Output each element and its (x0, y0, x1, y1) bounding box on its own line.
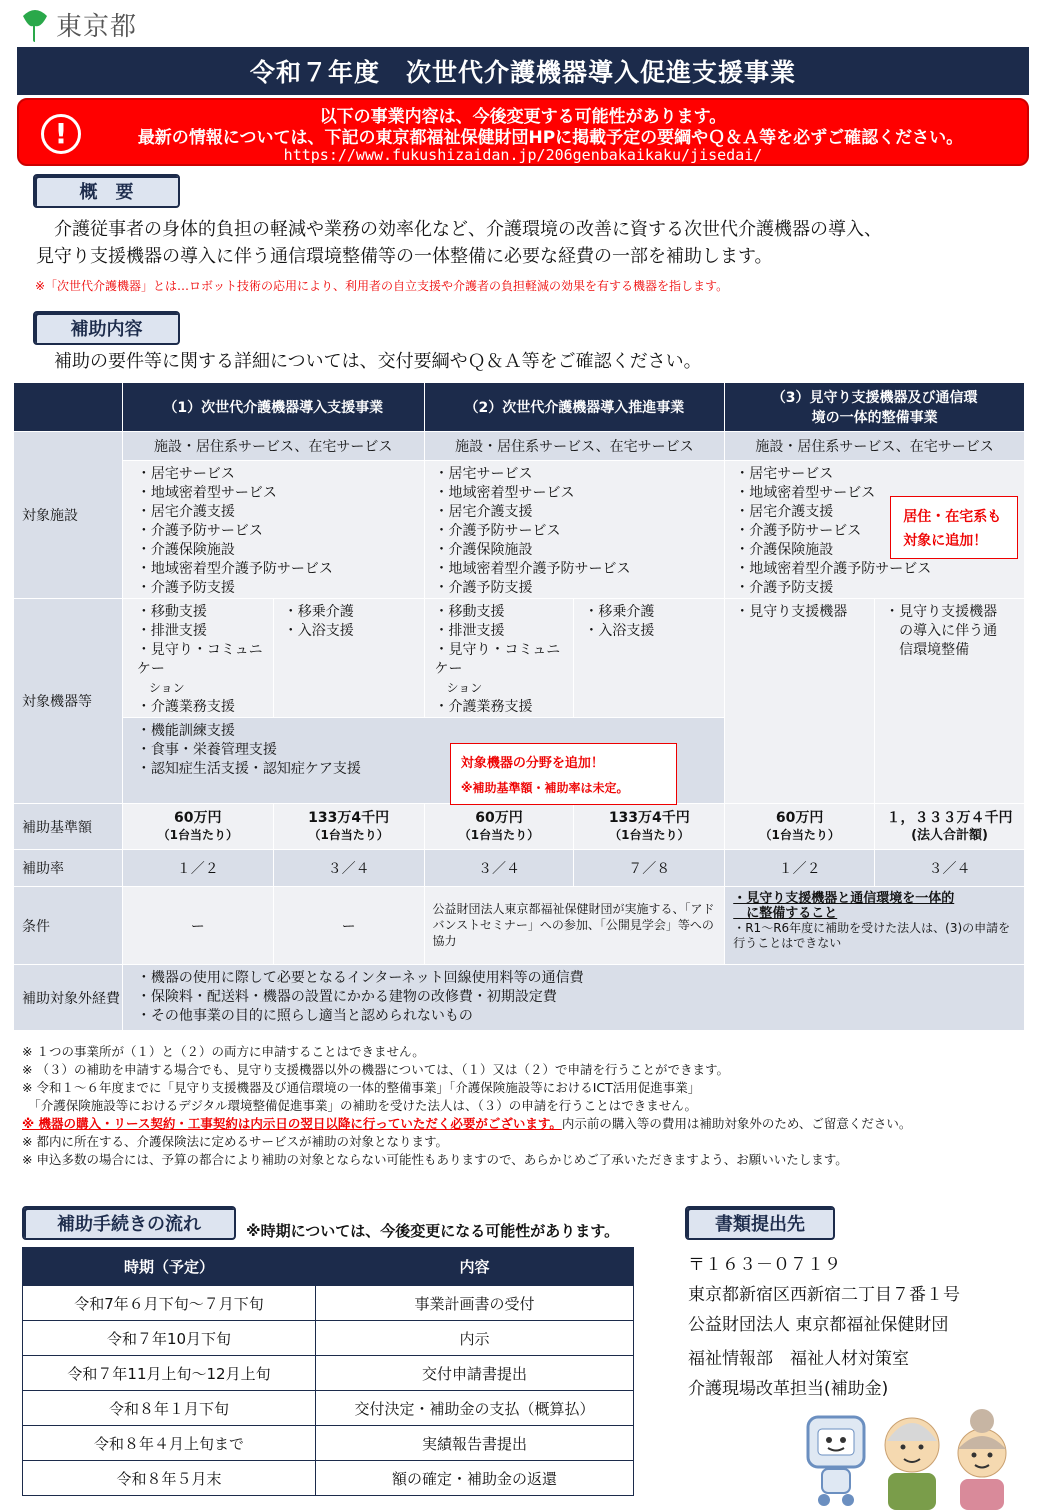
device-added-badge: 対象機器の分野を追加！ ※補助基準額・補助率は未定。 (450, 743, 677, 805)
overview-heading: 概 要 (33, 174, 180, 208)
flow-heading: 補助手続きの流れ (22, 1206, 236, 1240)
rate-1: １／２ (122, 850, 273, 887)
subsidy-heading: 補助内容 (33, 311, 180, 345)
logo (20, 6, 137, 42)
notice-banner (17, 98, 1029, 166)
base-3: 60万円 （1台当たり） (424, 804, 574, 850)
device-list-2b: ・移乗介護 ・入浴支援 (574, 599, 725, 718)
base-2: 133万4千円 （1台当たり） (273, 804, 424, 850)
col-header-2: （2）次世代介護機器導入推進事業 (424, 383, 725, 432)
submit-address: 〒１６３－０７１９ 東京都新宿区西新宿二丁目７番１号 公益財団法人 東京都福祉保健財団 福祉情報部 福祉人材対策室 介護現場改革担当(補助金) (688, 1255, 960, 1399)
row-label-rate: 補助率 (14, 850, 123, 887)
base-6: １，３３３万４千円 (法人合計額) (875, 804, 1025, 850)
notice-line1: 以下の事業内容は、今後変更する可能性があります。 (319, 107, 727, 127)
rate-5: １／２ (725, 850, 875, 887)
base-5: 60万円 （1台当たり） (725, 804, 875, 850)
table-corner (14, 383, 123, 432)
device-3b: ・見守り支援機器 の導入に伴う通 信環境整備 (875, 599, 1025, 804)
robot-and-elderly-illustration (800, 1405, 1030, 1510)
service-type-3: 施設・居住系サービス、在宅サービス (725, 432, 1025, 461)
device-added-list: ・機能訓練支援 ・食事・栄養管理支援 ・認知症生活支援・認知症ケア支援 対象機器の分野を追加！ ※補助基準額・補助率は未定。 (122, 718, 724, 804)
device-list-2a: ・移動支援 ・排泄支援 ・見守り・コミュニケー ション ・介護業務支援 (424, 599, 574, 718)
submit-heading: 書類提出先 (685, 1206, 835, 1240)
subsidy-intro: 補助の要件等に関する詳細については、交付要綱やＱ＆Ａ等をご確認ください。 (36, 351, 702, 372)
overview-text-2: 見守り支援機器の導入に伴う通信環境整備等の一体整備に必要な経費の一部を補助します。 (36, 246, 773, 267)
table-row: 令和７年11月上旬～12月上旬 交付申請書提出 (23, 1356, 634, 1391)
tokyo-logo-icon (20, 6, 50, 42)
base-1: 60万円 （1台当たり） (122, 804, 273, 850)
notice-url[interactable]: https://www.fukushizaidan.jp/206genbakaikaku/jisedai/ (283, 146, 763, 164)
service-type-1: 施設・居住系サービス、在宅サービス (122, 432, 424, 461)
device-list-1a: ・移動支援 ・排泄支援 ・見守り・コミュニケー ション ・介護業務支援 (122, 599, 273, 718)
subsidy-table (13, 382, 1025, 1031)
table-row: 令和８年１月下旬 交付決定・補助金の支払（概算払） (23, 1391, 634, 1426)
cond-1b: ー (273, 887, 424, 965)
col-header-3: （3）見守り支援機器及び通信環境の一体的整備事業 (725, 383, 1025, 432)
device-3a: ・見守り支援機器 (725, 599, 875, 804)
page-title: 令和７年度 次世代介護機器導入促進支援事業 (17, 47, 1029, 95)
excluded-costs: ・機器の使用に際して必要となるインターネット回線使用料等の通信費 ・保険料・配送料・機器の設置にかかる建物の改修費・初期設定費 ・その他事業の目的に照らし適当と認められないもの (122, 965, 1024, 1031)
rate-6: ３／４ (875, 850, 1025, 887)
row-label-cond: 条件 (14, 887, 123, 965)
exclamation-icon: ! (41, 114, 81, 154)
row-label-device: 対象機器等 (14, 599, 123, 804)
device-list-1b: ・移乗介護 ・入浴支援 (273, 599, 424, 718)
flow-header-content: 内容 (316, 1248, 634, 1286)
flow-header-period: 時期（予定） (23, 1248, 316, 1286)
notes: ※ １つの事業所が（１）と（２）の両方に申請することはできません。 ※ （３）の補助を申請する場合でも、見守り支援機器以外の機器については、（１）又は（２）で申請を行うことができます。 ※ 令和１～６年度までに「見守り支援機器及び通信環境の一体的整備事業」「介護保険施設等におけるICT活用促進事業」 「介護保険施設等におけるデジタル環境整備促進事業」の補助を受けた法人は、（３）の申請を行うことはできません。 ※ 機器の購入・リース契約・工事契約は内示日の翌日以降に行っていただく必要がございます。内示前の購入等の費用は補助対象外のため、ご留意ください。 ※ 都内に所在する、介護保険法に定めるサービスが補助の対象となります。 ※ 申込多数の場合には、予算の都合により補助の対象とならない可能性もありますので、あらかじめご了承いただきますよう、お願いいたします。 (22, 1044, 912, 1167)
overview-text-1: 介護従事者の身体的負担の軽減や業務の効率化など、介護環境の改善に資する次世代介護機器の導入、 (36, 219, 882, 240)
row-label-base: 補助基準額 (14, 804, 123, 850)
rate-3: ３／４ (424, 850, 574, 887)
base-4: 133万4千円 （1台当たり） (574, 804, 725, 850)
cond-2: 公益財団法人東京都福祉保健財団が実施する、「アドバンストセミナー」への参加、「公開見学会」等への協力 (424, 887, 725, 965)
cond-1: ー (122, 887, 273, 965)
table-row: 令和７年10月下旬 内示 (23, 1321, 634, 1356)
facility-list-3: ・居宅サービス ・地域密着型サービス ・居宅介護支援 ・介護予防サービス ・介護保険施設 ・地域密着型介護予防サービス ・介護予防支援 居住・在宅系も 対象に追加！ (725, 461, 1025, 599)
service-type-2: 施設・居住系サービス、在宅サービス (424, 432, 725, 461)
flow-table (22, 1247, 634, 1496)
overview-note: ※「次世代介護機器」とは…ロボット技術の応用により、利用者の自立支援や介護者の負担軽減の効果を有する機器を指します。 (35, 279, 729, 293)
rate-4: ７／８ (574, 850, 725, 887)
table-row: 令和８年５月末 額の確定・補助金の返還 (23, 1461, 634, 1496)
logo-text: 東京都 (56, 11, 138, 42)
flow-note: ※時期については、今後変更になる可能性があります。 (246, 1222, 620, 1240)
table-row: 令和7年６月下旬～７月下旬 事業計画書の受付 (23, 1286, 634, 1321)
rate-2: ３／４ (273, 850, 424, 887)
table-row: 令和８年４月上旬まで 実績報告書提出 (23, 1426, 634, 1461)
col-header-1: （1）次世代介護機器導入支援事業 (122, 383, 424, 432)
facility-list-1: ・居宅サービス ・地域密着型サービス ・居宅介護支援 ・介護予防サービス ・介護保険施設 ・地域密着型介護予防サービス ・介護予防支援 (122, 461, 424, 599)
row-label-facility: 対象施設 (14, 432, 123, 599)
cond-3: ・見守り支援機器と通信環境を一体的 に整備すること ・R1～R6年度に補助を受けた法人は、(3)の申請を行うことはできない (725, 887, 1025, 965)
facility-added-badge: 居住・在宅系も 対象に追加！ (890, 496, 1018, 559)
notice-line2: 最新の情報については、下記の東京都福祉保健財団HPに掲載予定の要綱やＱ＆Ａ等を必ずご確認ください。 (137, 128, 964, 148)
facility-list-2: ・居宅サービス ・地域密着型サービス ・居宅介護支援 ・介護予防サービス ・介護保険施設 ・地域密着型介護予防サービス ・介護予防支援 (424, 461, 725, 599)
row-label-excluded: 補助対象外経費 (14, 965, 123, 1031)
